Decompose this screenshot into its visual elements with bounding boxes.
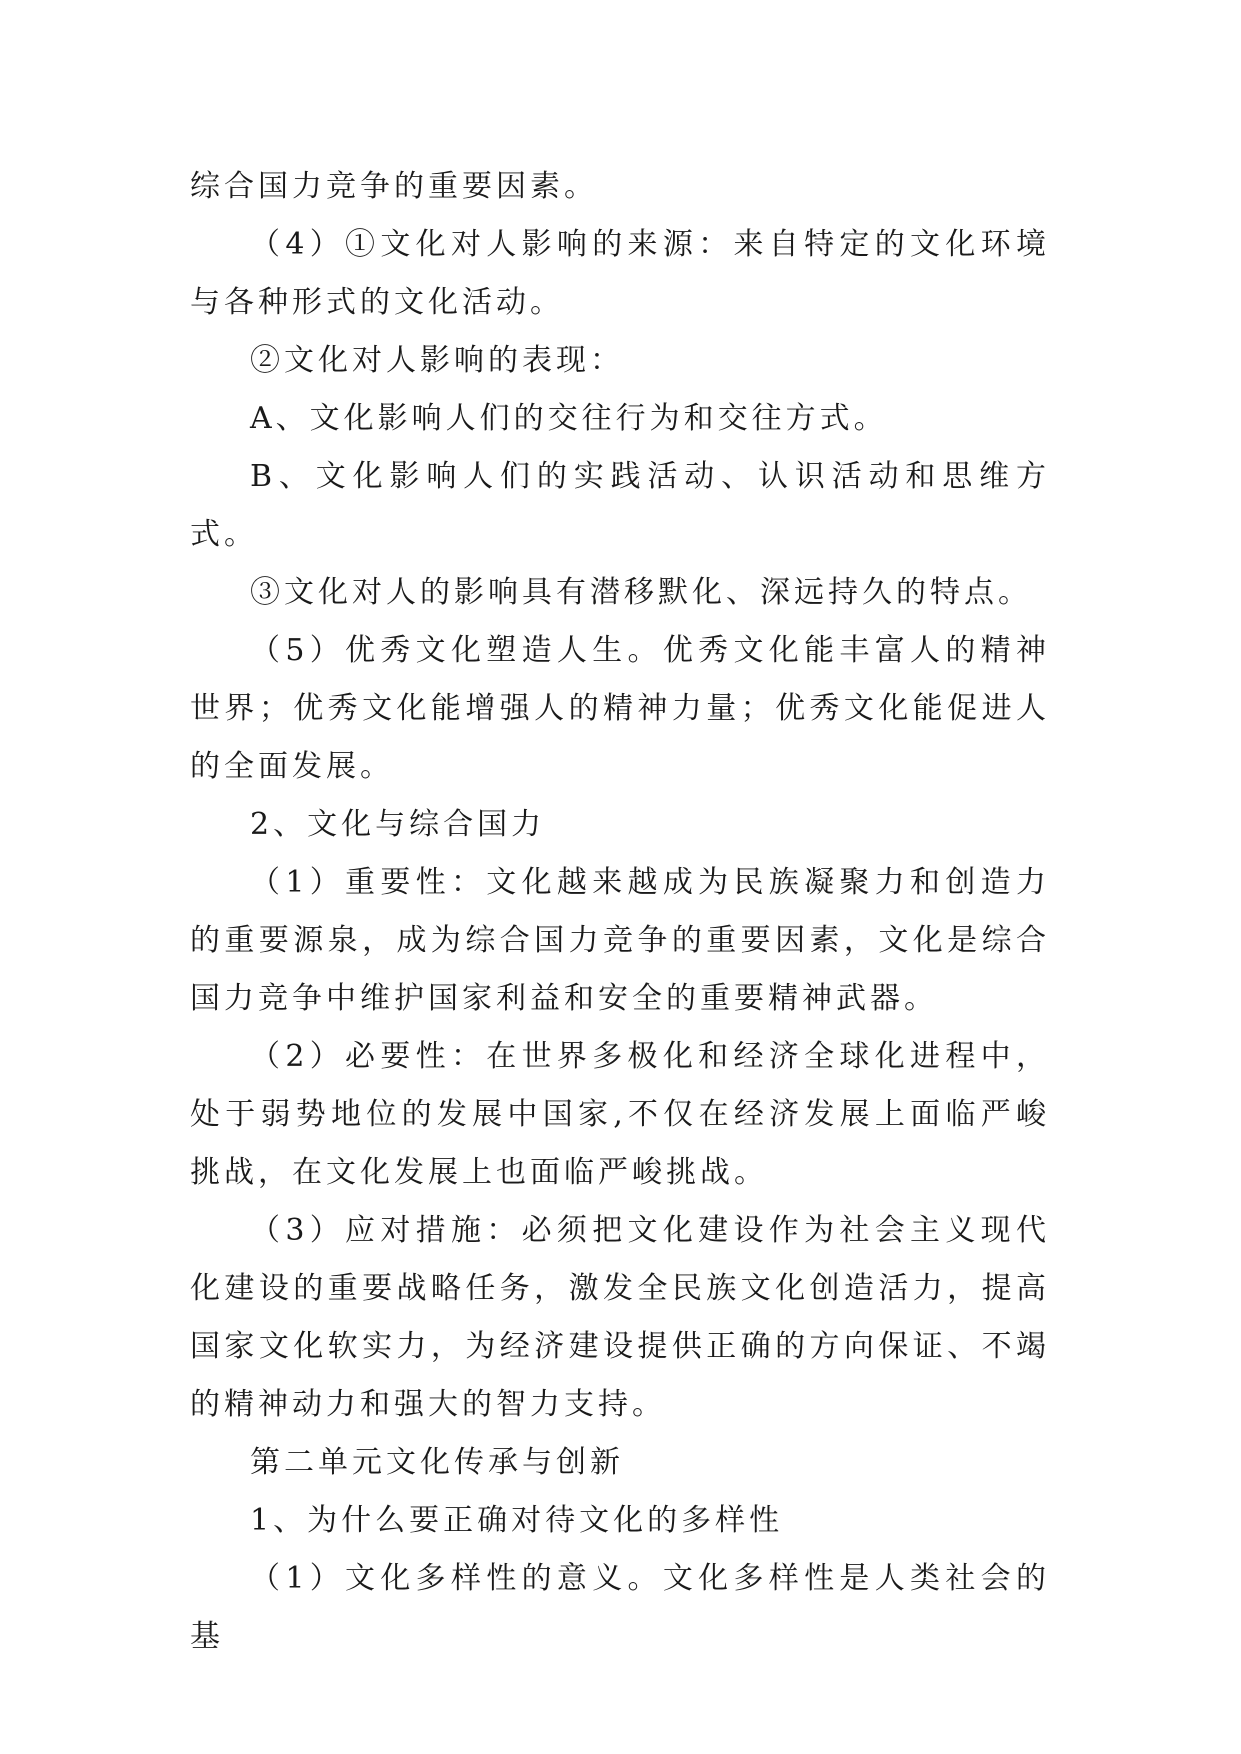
paragraph: （1）文化多样性的意义。文化多样性是人类社会的基: [190, 1561, 1050, 1654]
paragraph: 2、文化与综合国力: [250, 807, 546, 842]
paragraph: B、文化影响人们的实践活动、认识活动和思维方式。: [190, 459, 1050, 552]
paragraph: 1、为什么要正确对待文化的多样性: [250, 1503, 784, 1538]
document-body: [190, 158, 1050, 1666]
paragraph: （1）重要性：文化越来越成为民族凝聚力和创造力的重要源泉，成为综合国力竞争的重要因素，文化是综合国力竞争中维护国家利益和安全的重要精神武器。: [190, 865, 1050, 1016]
paragraph: A、文化影响人们的交往行为和交往方式。: [250, 401, 888, 436]
paragraph: ③文化对人的影响具有潜移默化、深远持久的特点。: [250, 575, 1032, 610]
paragraph: （4）①文化对人影响的来源：来自特定的文化环境与各种形式的文化活动。: [190, 227, 1050, 320]
paragraph: 综合国力竞争的重要因素。: [190, 169, 598, 204]
section-heading: 第二单元文化传承与创新: [250, 1445, 624, 1480]
paragraph: （2）必要性：在世界多极化和经济全球化进程中，处于弱势地位的发展中国家,不仅在经济发展上面临严峻挑战，在文化发展上也面临严峻挑战。: [190, 1039, 1050, 1190]
paragraph: （5）优秀文化塑造人生。优秀文化能丰富人的精神世界；优秀文化能增强人的精神力量；优秀文化能促进人的全面发展。: [190, 633, 1050, 784]
paragraph: （3）应对措施：必须把文化建设作为社会主义现代化建设的重要战略任务，激发全民族文化创造活力，提高国家文化软实力，为经济建设提供正确的方向保证、不竭的精神动力和强大的智力支持。: [190, 1213, 1050, 1422]
paragraph: ②文化对人影响的表现：: [250, 343, 624, 378]
